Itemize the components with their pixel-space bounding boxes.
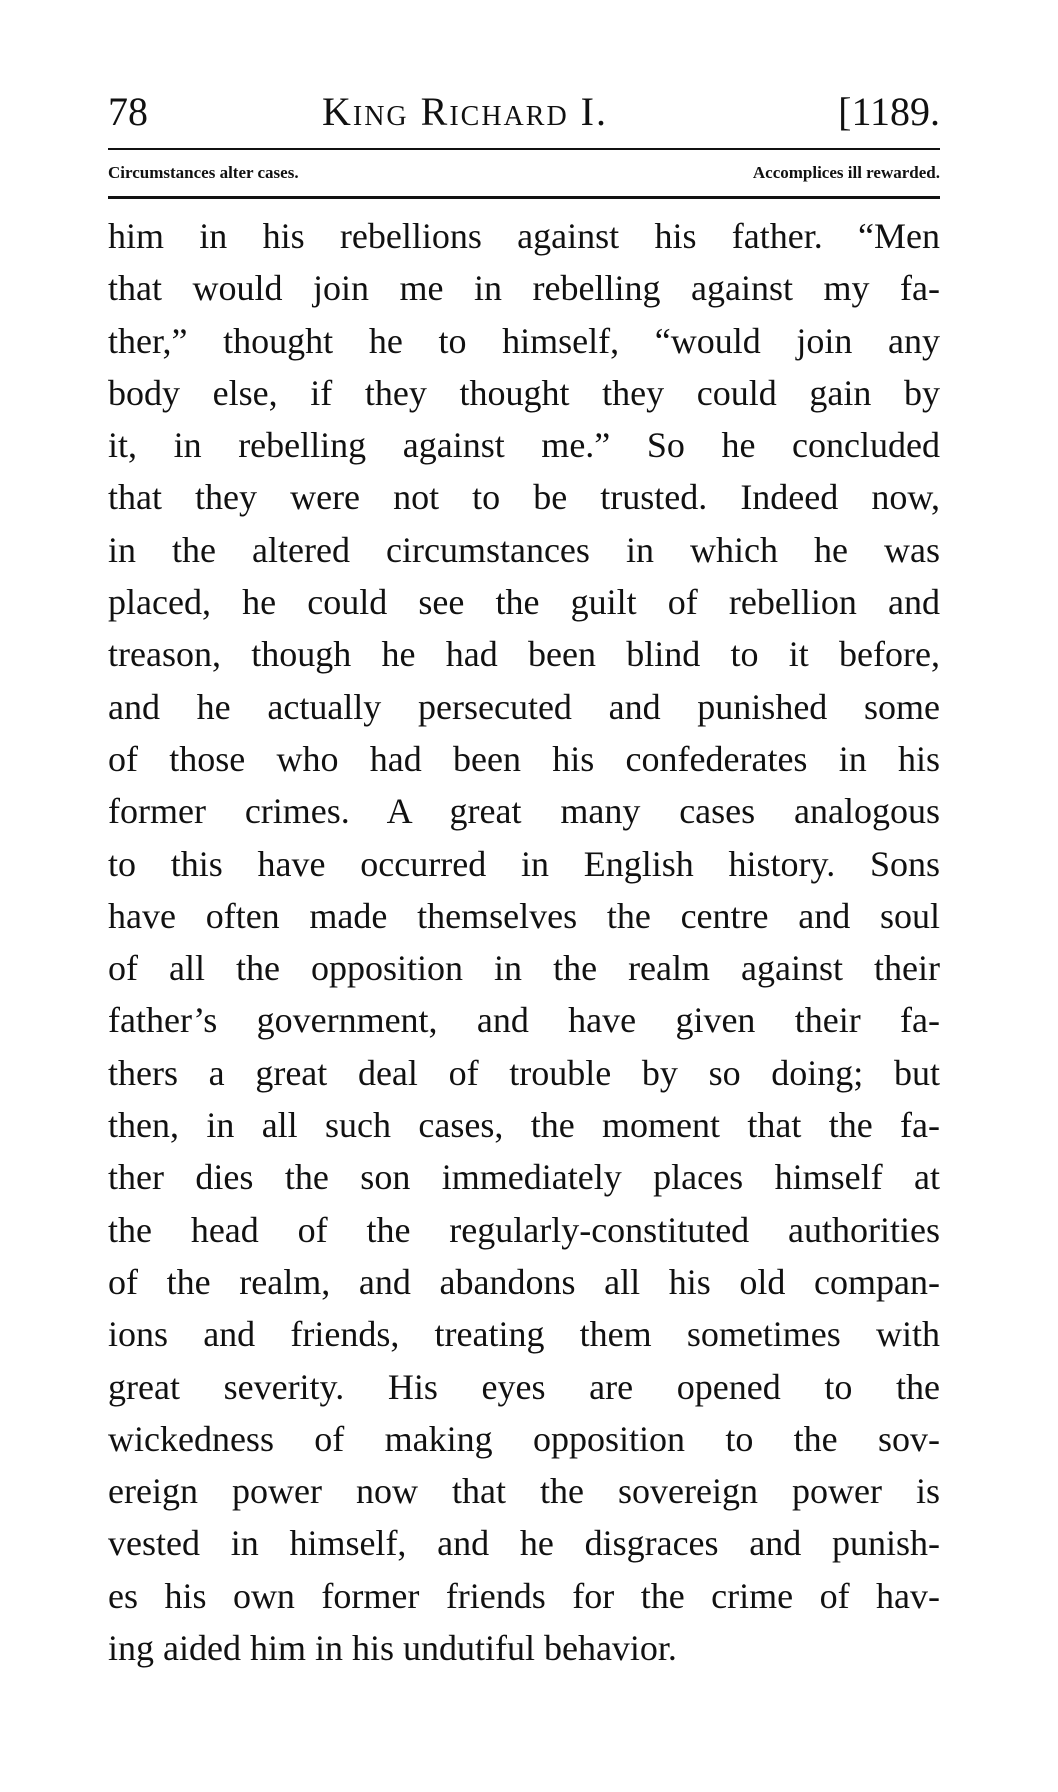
running-title: King Richard I. [322, 89, 608, 134]
text-line: father’s government, and have given their fa- [108, 1000, 940, 1041]
text-line: treason, though he had been blind to it before, [108, 634, 940, 675]
page-number: 78 [108, 89, 148, 134]
text-line: him in his rebellions against his father. “Men [108, 216, 940, 256]
text-line: wickedness of making opposition to the sov- [108, 1418, 940, 1459]
text-line: es his own former friends for the crime of hav- [108, 1575, 940, 1616]
text-line: the head of the regularly-constituted authorities [108, 1209, 940, 1250]
text-line: in the altered circumstances in which he was [108, 529, 940, 570]
text-line: ther dies the son immediately places himself at [108, 1157, 940, 1198]
subhead-right: Accomplices ill rewarded. [752, 163, 940, 182]
text-line: vested in himself, and he disgraces and punish- [108, 1523, 940, 1564]
text-line: then, in all such cases, the moment that the fa- [108, 1105, 940, 1146]
text-line: it, in rebelling against me.” So he concluded [108, 425, 940, 466]
text-line: former crimes. A great many cases analogous [108, 791, 940, 832]
body-text [108, 210, 940, 1674]
text-line: ther,” thought he to himself, “would join any [108, 320, 940, 361]
text-line: of the realm, and abandons all his old compan- [108, 1261, 940, 1302]
text-line: great severity. His eyes are opened to the [108, 1366, 940, 1407]
header-rule-top [108, 148, 940, 150]
text-line: thers a great deal of trouble by so doing; but [108, 1052, 940, 1093]
text-line: to this have occurred in English history. Sons [108, 843, 940, 884]
header-rule-bottom [108, 196, 940, 199]
marginal-subheads [108, 156, 940, 190]
text-line: and he actually persecuted and punished some [108, 686, 940, 727]
text-line: ions and friends, treating them sometimes with [108, 1314, 940, 1355]
subhead-left: Circumstances alter cases. [108, 163, 299, 182]
text-line: body else, if they thought they could gain by [108, 372, 940, 413]
text-line: of those who had been his confederates in his [108, 738, 940, 779]
text-line-last: ing aided him in his undutiful behavior. [108, 1628, 677, 1669]
page-header [108, 82, 940, 142]
text-line: placed, he could see the guilt of rebellion and [108, 582, 940, 623]
text-line: that would join me in rebelling against my fa- [108, 268, 940, 309]
text-line: have often made themselves the centre and soul [108, 895, 940, 936]
text-line: that they were not to be trusted. Indeed now, [108, 477, 940, 518]
text-line: ereign power now that the sovereign power is [108, 1471, 940, 1512]
year-label: [1189. [838, 89, 940, 134]
text-line: of all the opposition in the realm against their [108, 948, 940, 989]
